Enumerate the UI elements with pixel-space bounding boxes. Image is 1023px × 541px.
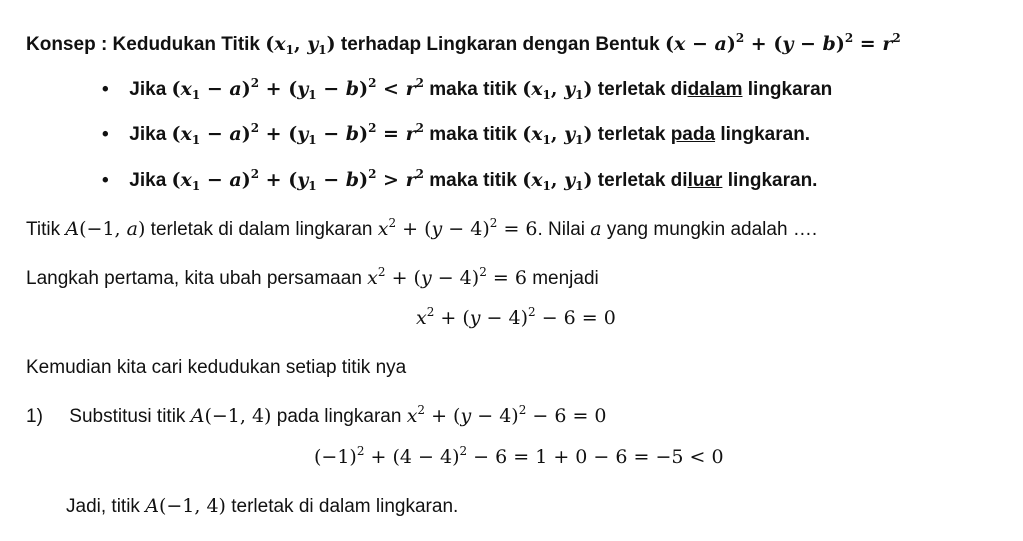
bullet-jika: Jika bbox=[129, 170, 167, 191]
bullet-tail: lingkaran. bbox=[727, 170, 818, 191]
bullet-jika: Jika bbox=[129, 124, 167, 145]
relation-sign: = bbox=[383, 123, 399, 145]
bullet-formula: $(x_1 - a)^2 + (y_1 - b)^2 = r^2$ bbox=[171, 121, 424, 147]
bullet-formula: $(x_1 - a)^2 + (y_1 - b)^2 > r^2$ bbox=[171, 167, 424, 193]
bullet-maka: maka titik bbox=[429, 79, 517, 100]
conclusion-text: terletak di dalam lingkaran. bbox=[231, 496, 459, 517]
bullet-terletak: terletak di bbox=[597, 170, 688, 191]
equation: $x^2 + (y - 4)^2 - 6 = 0$ bbox=[406, 403, 607, 427]
relation-sign: > bbox=[383, 169, 399, 191]
circle-equation: $x^2 + (y - 4)^2 = 6$ bbox=[367, 265, 527, 289]
concept-mid: terhadap Lingkaran dengan Bentuk bbox=[340, 34, 660, 55]
bullet-terletak: terletak bbox=[597, 124, 666, 145]
bullet-tail: lingkaran. bbox=[720, 124, 811, 145]
rearranged-equation: $x^2 + (y - 4)^2 - 6 = 0$ bbox=[416, 305, 616, 329]
bullet-jika: Jika bbox=[129, 79, 167, 100]
bullet-on bbox=[102, 121, 810, 148]
conclusion bbox=[66, 493, 458, 520]
bullet-point: ($x_1$, $y_1$) bbox=[522, 123, 593, 147]
problem-text: Titik bbox=[26, 219, 61, 240]
concept-prefix: Konsep : Kedudukan Titik bbox=[26, 34, 261, 55]
bullet-key: luar bbox=[687, 170, 723, 191]
point-a: A(−1, a) bbox=[65, 218, 146, 240]
item-text: pada lingkaran bbox=[276, 406, 402, 427]
relation-sign: < bbox=[383, 78, 399, 100]
bullet-key: dalam bbox=[687, 79, 743, 100]
var-a: a bbox=[590, 218, 602, 240]
circle-equation: $x^2 + (y - 4)^2 = 6$ bbox=[377, 216, 538, 240]
step-text-part: menjadi bbox=[532, 268, 599, 289]
bullet-outside bbox=[102, 167, 817, 194]
point-substituted: A(−1, 4) bbox=[145, 495, 226, 517]
item-number: 1) bbox=[26, 406, 43, 427]
step-text-part: Kemudian kita cari kedudukan setiap titik nya bbox=[26, 357, 407, 378]
bullet-inside bbox=[102, 76, 832, 103]
bullet-key: pada bbox=[670, 124, 716, 145]
problem-text: terletak di dalam lingkaran bbox=[150, 219, 373, 240]
bullet-dot: • bbox=[102, 79, 109, 100]
circle-formula: $(x - a)^2 + (y - b)^2 = r^2$ bbox=[665, 31, 901, 55]
bullet-formula: $(x_1 - a)^2 + (y_1 - b)^2 < r^2$ bbox=[171, 76, 424, 102]
step-text bbox=[26, 265, 599, 292]
item-text: Substitusi titik bbox=[69, 406, 186, 427]
problem-text: yang mungkin adalah …. bbox=[606, 219, 818, 240]
item-1 bbox=[26, 403, 607, 430]
step-text-part: Langkah pertama, kita ubah persamaan bbox=[26, 268, 362, 289]
point-formula: ($x_1$, $y_1$) bbox=[265, 33, 336, 57]
bullet-maka: maka titik bbox=[429, 124, 517, 145]
computation: $(-1)^2 + (4 - 4)^2 - 6 = 1 + 0 - 6 = -5 < 0$ bbox=[314, 444, 724, 468]
bullet-maka: maka titik bbox=[429, 170, 517, 191]
bullet-tail: lingkaran bbox=[747, 79, 833, 100]
bullet-point: ($x_1$, $y_1$) bbox=[522, 78, 593, 102]
bullet-dot: • bbox=[102, 170, 109, 191]
concept-title bbox=[26, 31, 901, 58]
bullet-point: ($x_1$, $y_1$) bbox=[522, 169, 593, 193]
problem-text: . Nilai bbox=[537, 219, 586, 240]
step-text bbox=[26, 355, 406, 381]
conclusion-text: Jadi, titik bbox=[66, 496, 140, 517]
problem-statement bbox=[26, 216, 817, 243]
bullet-dot: • bbox=[102, 124, 109, 145]
point-substituted: A(−1, 4) bbox=[190, 405, 272, 427]
bullet-terletak: terletak di bbox=[597, 79, 688, 100]
